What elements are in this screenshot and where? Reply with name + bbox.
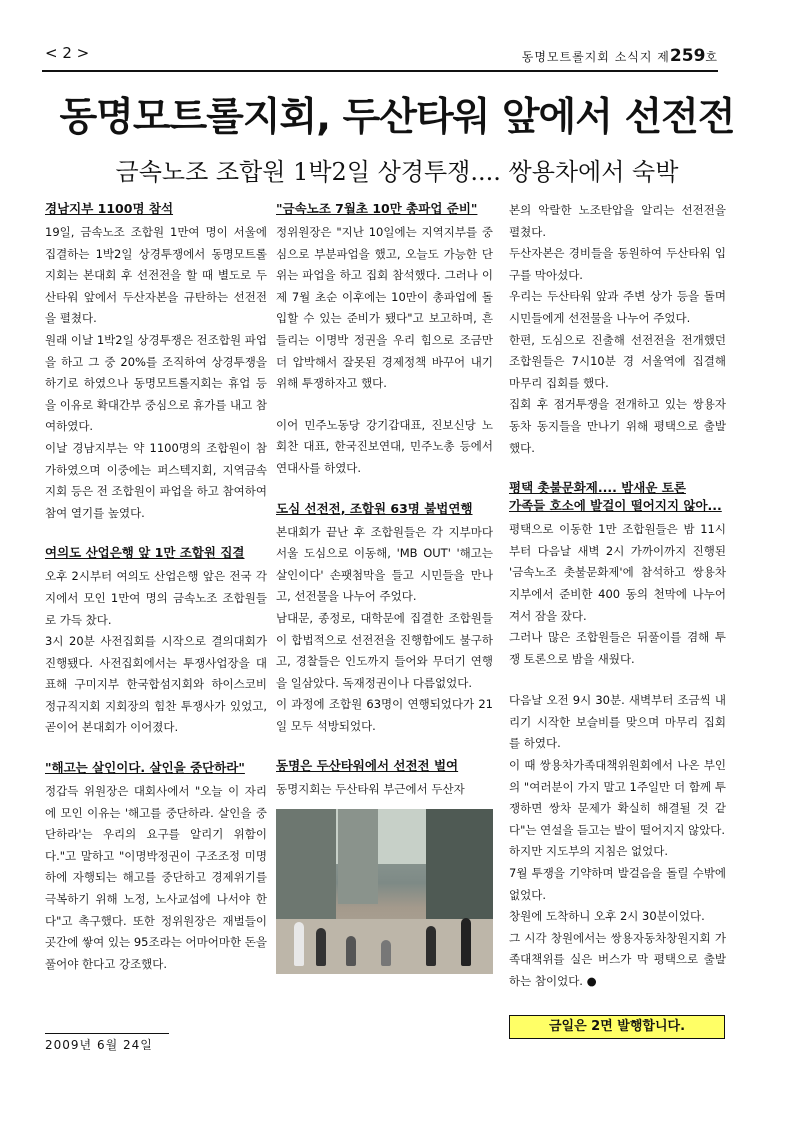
paragraph: 원래 이날 1박2일 상경투쟁은 전조합원 파업을 하고 그 중 20%를 조직하여 상경투쟁을 하기로 하였으나 동명모트롤지회는 휴업 등을 이유로 확대간부 중심으로 휴가를 내고 참여하였다. [45,332,267,434]
paragraph: 19일, 금속노조 조합원 1만여 명이 서울에 집결하는 1박2일 상경투쟁에서 동명모트롤지회는 본대회 후 선전전을 할 때 별도로 두산타워 앞에서 두산자본을 규탄하는 선전전을 펼쳤다. [45,225,267,326]
issue-date: 2009년 6월 24일 [45,1038,153,1052]
paragraph: 동명지회는 두산타워 부근에서 두산자 [276,782,465,797]
paragraph: 7월 투쟁을 기약하며 발걸음을 돌릴 수밖에 없었다. [509,866,726,902]
paragraph: 정갑득 위원장은 대회사에서 "오늘 이 자리에 모인 이유는 '해고를 중단하라. 살인을 중단하라'는 우리의 요구를 알리기 위함이다."고 말하고 "이명박정권이 구조조정 미명하에 자행되는 해고를 중단하고 경제위기를 극복하기 위해 노정, 노사교섭에 나서야 한다"고 촉구했다. 또한 정위원장은 재벌들이 곳간에 쌓여 있는 95조라는 어마어마한 돈을 풀어야 한다고 강조했다. [45,784,267,971]
paragraph: 3시 20분 사전집회를 시작으로 결의대회가 진행됐다. 사전집회에서는 투쟁사업장을 대표해 구미지부 한국합섬지회와 하이스코비정규직지회 지회장의 힘찬 투쟁사가 있었고, 곧이어 본대회가 이어졌다. [45,634,267,735]
section-title: "해고는 살인이다. 살인을 중단하라" [45,760,245,776]
paragraph: 이어 민주노동당 강기갑대표, 진보신당 노회찬 대표, 한국진보연대, 민주노총 등에서 연대사를 하였다. [276,417,493,475]
issue-suffix: 호 [705,50,718,64]
subheadline: 금속노조 조합원 1박2일 상경투쟁.... 쌍용차에서 숙박 [115,158,679,186]
paragraph: 오후 2시부터 여의도 산업은행 앞은 전국 각지에서 모인 1만여 명의 금속노조 조합원들로 가득 찼다. [45,569,267,627]
section-title: 경남지부 1100명 참석 [45,201,174,216]
paragraph: 평택으로 이동한 1만 조합원들은 밤 11시부터 다음날 새벽 2시 가까이까지 진행된 '금속노조 촛불문화제'에 참석하고 쌍용차지부에서 준비한 400 동의 천막에 나누어져서 잠을 잤다. [509,522,726,623]
header-rule [42,70,718,72]
street-photo [276,809,493,974]
paragraph: 이날 경남지부는 약 1100명의 조합원이 참가하였으며 이중에는 퍼스텍지회, 지역금속지회 등은 전 조합원이 파업을 하고 참여하여 참여 열기를 높였다. [45,440,267,520]
paragraph: 이 때 쌍용차가족대책위원회에서 나온 부인의 "여러분이 가지 말고 1주일만 더 함께 투쟁하면 쌍차 문제가 확실히 해결될 것 같다"는 연설을 듣고는 발이 떨어지지 않았다. [509,758,726,837]
paragraph: 본의 악랄한 노조탄압을 알리는 선전전을 펼쳤다. [509,203,726,239]
column-3 [509,200,726,993]
column-1 [45,200,267,975]
publication-name: 동명모트롤지회 소식지 제 [521,50,670,64]
section-title: 평택 촛불문화제.... 밤새운 토론 [509,480,686,496]
section-title: 가족들 호소에 발걸이 떨어지지 않아... [509,498,722,514]
paragraph: 한편, 도심으로 진출해 선전전을 전개했던 조합원들은 7시10분 경 서울역에 집결해 마무리 집회를 했다. [509,332,726,390]
section-title: 동명은 두산타워에서 선전전 벌여 [276,758,459,774]
page-number: < 2 > [45,44,90,62]
paragraph: 하지만 지도부의 지침은 없었다. [509,844,669,859]
paragraph: 다음날 오전 9시 30분. 새벽부터 조금씩 내리기 시작한 보슬비를 맞으며 마무리 집회를 하였다. [509,693,726,751]
paragraph: 그러나 많은 조합원들은 뒤풀이를 겸해 투쟁 토론으로 밤을 새웠다. [509,630,726,666]
section-title: "금속노조 7월초 10만 총파업 준비" [276,201,478,216]
paragraph: 집회 후 점거투쟁을 전개하고 있는 쌍용자동차 동지들을 만나기 위해 평택으로 출발했다. [509,397,726,455]
paragraph: 본대회가 끝난 후 조합원들은 각 지부마다 서울 도심으로 이동해, 'MB OUT' '해고는 살인이다' 손팻첨막을 들고 시민들을 만나고, 선전물을 나누어 주었다. [276,524,493,604]
column-2 [276,200,493,974]
notice-box: 금일은 2면 발행합니다. [509,1015,725,1039]
paragraph: 그 시각 창원에서는 쌍용자동차창원지회 가족대책위를 실은 버스가 막 평택으로 출발하는 참이었다. ● [509,930,726,988]
paragraph: 남대문, 종정로, 대학문에 집결한 조합원들이 합법적으로 선전전을 진행함에도 불구하고, 경찰들은 인도까지 들어와 무더기 연행을 일삼았다. 독재정권이나 다름없었다. [276,610,493,690]
issue-number: 259 [669,46,706,66]
paragraph: 두산자본은 경비들을 동원하여 두산타워 입구를 막아섰다. [509,246,726,282]
paragraph: 창원에 도착하니 오후 2시 30분이었다. [509,909,705,924]
publication-issue [522,46,718,66]
section-title: 도심 선전전, 조합원 63명 불법연행 [276,500,473,516]
headline: 동명모트롤지회, 두산타워 앞에서 선전전 [59,95,735,140]
footer-rule [45,1033,169,1034]
paragraph: 정위원장은 "지난 10일에는 지역지부를 중심으로 부분파업을 했고, 오늘도 가능한 단위는 파업을 하고 집회 참석했다. 그러나 이제 7월 초순 이후에는 10만이 총파업에 돌입할 수 있는 준비가 됐다"고 보고하며, 흔들리는 이명박 정권을 우리 힘으로 조금만 더 압박해서 잘못된 경제정책 바꾸어 내기 위해 투쟁하자고 했다. [276,225,493,391]
paragraph: 우리는 두산타워 앞과 주변 상가 등을 돌며 시민들에게 선전물을 나누어 주었다. [509,289,726,325]
paragraph: 이 과정에 조합원 63명이 연행되었다가 21일 모두 석방되었다. [276,697,493,733]
section-title: 여의도 산업은행 앞 1만 조합원 집결 [45,545,245,561]
